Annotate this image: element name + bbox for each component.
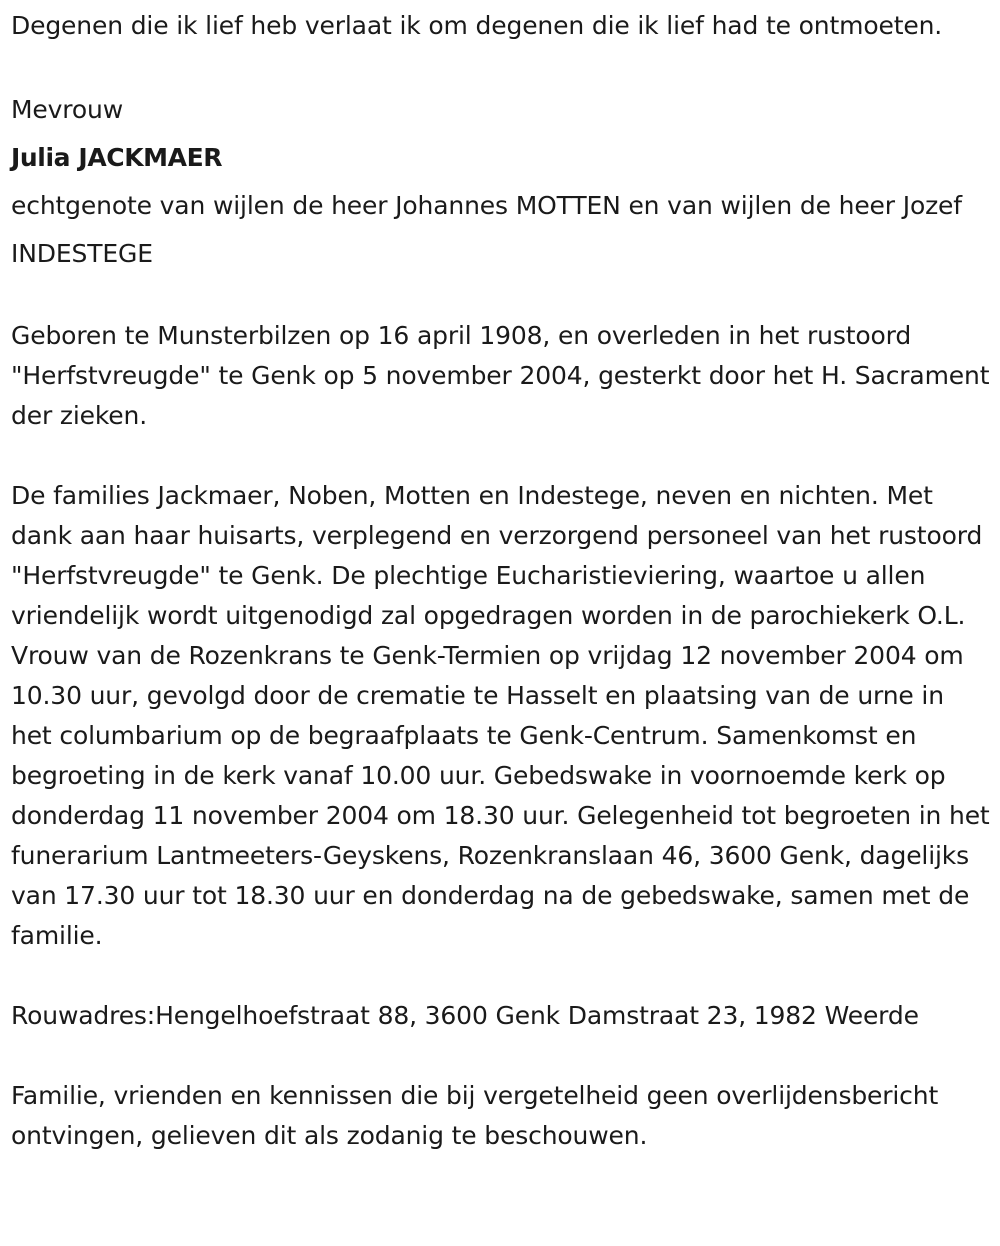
spacer — [11, 1036, 991, 1076]
spouse-text: echtgenote van wijlen de heer Johannes MOTTEN en van wijlen de heer Jozef INDESTEGE — [11, 191, 962, 268]
deceased-name: Julia JACKMAER — [11, 143, 223, 172]
mourning-address-text: Rouwadres:Hengelhoefstraat 88, 3600 Genk Damstraat 23, 1982 Weerde — [11, 1001, 919, 1030]
motto-text: Degenen die ik lief heb verlaat ik om degenen die ik lief had te ontmoeten. — [11, 11, 943, 40]
families-and-service-text: De families Jackmaer, Noben, Motten en Indestege, neven en nichten. Met dank aan haar huisarts, verplegend en verzorgend personeel van het rustoord "Herfstvreugde" te Genk. De plechtige Eucharistieviering, waartoe u allen vriendelijk wordt uitgenodigd zal opgedragen worden in de parochiekerk O.L. Vrouw van de Rozenkrans te Genk-Termien op vrijdag 12 november 2004 om 10.30 uur, gevolgd door de crematie te Hasselt en plaatsing van de urne in het columbarium op de begraafplaats te Genk-Centrum. Samenkomst en begroeting in de kerk vanaf 10.00 uur. Gebedswake in voornoemde kerk op donderdag 11 november 2004 om 18.30 uur. Gelegenheid tot begroeten in het funerarium Lantmeeters-Geyskens, Rozenkranslaan 46, 3600 Genk, dagelijks van 17.30 uur tot 18.30 uur en donderdag na de gebedswake, samen met de familie. — [11, 481, 990, 950]
birth-death-text: Geboren te Munsterbilzen op 16 april 1908, en overleden in het rustoord "Herfstvreugde" te Genk op 5 november 2004, gesterkt door het H. Sacrament der zieken. — [11, 321, 990, 430]
spacer — [11, 278, 991, 316]
spacer — [11, 956, 991, 996]
spacer — [11, 46, 991, 86]
honorific-text: Mevrouw — [11, 95, 124, 124]
obituary-document — [11, 6, 991, 1156]
spacer — [11, 436, 991, 476]
closing-note-text: Familie, vrienden en kennissen die bij vergetelheid geen overlijdensbericht ontvingen, gelieven dit als zodanig te beschouwen. — [11, 1081, 939, 1150]
